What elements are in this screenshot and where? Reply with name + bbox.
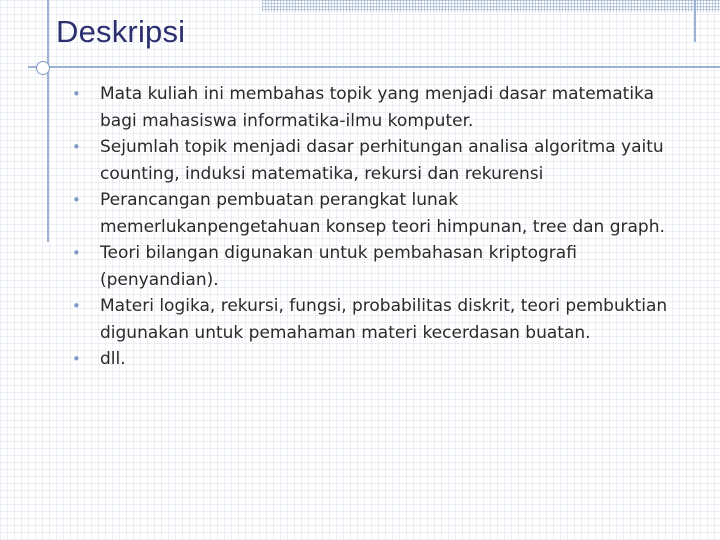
list-item xyxy=(72,240,672,293)
list-item xyxy=(72,346,672,373)
bullet-icon: • xyxy=(72,297,81,315)
decorative-circle-icon xyxy=(36,61,50,75)
bullet-icon: • xyxy=(72,138,81,156)
title-underline xyxy=(28,66,720,68)
list-item xyxy=(72,134,672,187)
bullet-text: Perancangan pembuatan perangkat lunak memerlukanpengetahuan konsep teori himpunan, tree dan graph. xyxy=(100,190,665,237)
list-item xyxy=(72,293,672,346)
bullet-text: Mata kuliah ini membahas topik yang menjadi dasar matematika bagi mahasiswa informatika-ilmu komputer. xyxy=(100,84,655,131)
list-item xyxy=(72,81,672,134)
bullet-text: Sejumlah topik menjadi dasar perhitungan analisa algoritma yaitu counting, induksi matematika, rekursi dan rekurensi xyxy=(100,137,664,184)
left-vertical-rule xyxy=(47,0,49,242)
bullet-list xyxy=(72,81,672,373)
bullet-icon: • xyxy=(72,244,81,262)
bullet-text: Materi logika, rekursi, fungsi, probabilitas diskrit, teori pembuktian digunakan untuk pemahaman materi kecerdasan buatan. xyxy=(100,296,668,343)
bullet-icon: • xyxy=(72,350,81,368)
right-vertical-rule xyxy=(694,0,696,42)
bullet-icon: • xyxy=(72,191,81,209)
header-pattern xyxy=(262,0,720,12)
slide-title: Deskripsi xyxy=(56,14,186,49)
list-item xyxy=(72,187,672,240)
bullet-text: Teori bilangan digunakan untuk pembahasan kriptografi (penyandian). xyxy=(100,243,577,290)
bullet-text: dll. xyxy=(100,349,126,369)
bullet-icon: • xyxy=(72,85,81,103)
